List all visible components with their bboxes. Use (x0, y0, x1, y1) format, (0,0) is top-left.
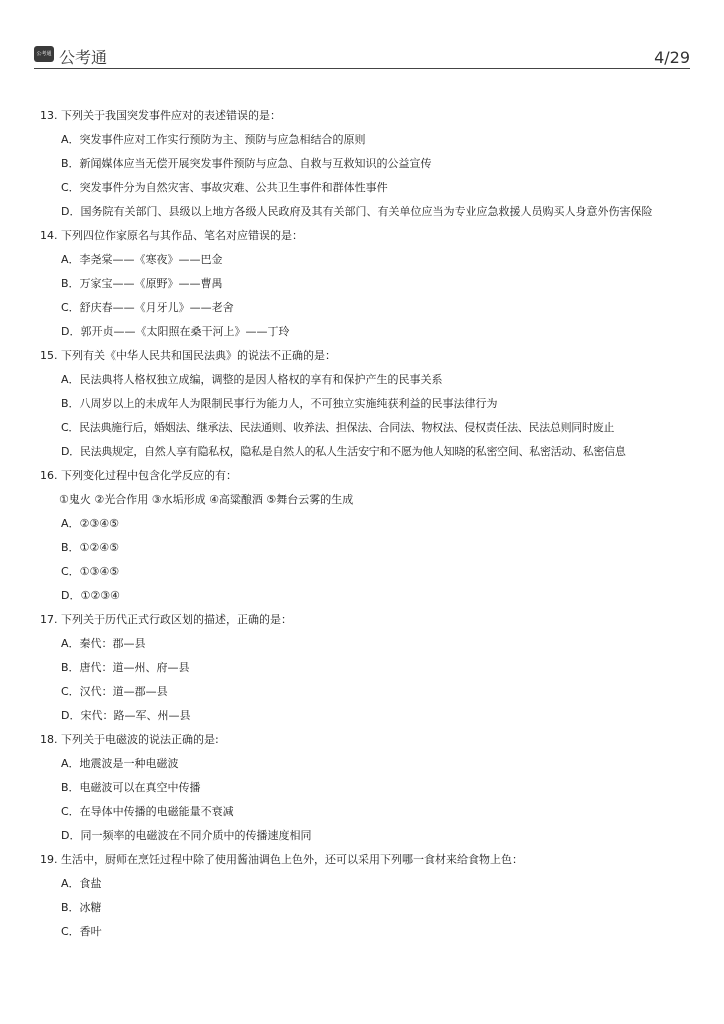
option: B．电磁波可以在真空中传播 (61, 781, 201, 794)
option: A．食盐 (61, 877, 102, 890)
option: A．民法典将人格权独立成编，调整的是因人格权的享有和保护产生的民事关系 (61, 373, 443, 386)
option: B．八周岁以上的未成年人为限制民事行为能力人，不可独立实施纯获利益的民事法律行为 (61, 397, 498, 410)
page-number: 4/29 (654, 48, 690, 67)
option: C．汉代：道—郡—县 (61, 685, 168, 698)
question-16 (40, 464, 700, 608)
option: C．①③④⑤ (61, 565, 120, 578)
option: D．郭开贞——《太阳照在桑干河上》——丁玲 (61, 325, 290, 338)
option: C．突发事件分为自然灾害、事故灾难、公共卫生事件和群体性事件 (61, 181, 388, 194)
option: B．冰糖 (61, 901, 102, 914)
option: C．香叶 (61, 925, 102, 938)
question-15 (40, 344, 700, 464)
header-divider (34, 68, 690, 69)
option: A．突发事件应对工作实行预防为主、预防与应急相结合的原则 (61, 133, 366, 146)
question-13 (40, 104, 700, 224)
option: B．万家宝——《原野》——曹禺 (61, 277, 223, 290)
question-title: 16. 下列变化过程中包含化学反应的有： (40, 469, 237, 482)
option: A．秦代：郡—县 (61, 637, 146, 650)
question-title: 18. 下列关于电磁波的说法正确的是: (40, 733, 219, 746)
option: C．民法典施行后，婚姻法、继承法、民法通则、收养法、担保法、合同法、物权法、侵权责任法、民法总则同时废止 (61, 421, 615, 434)
option-statements: ①鬼火 ②光合作用 ③水垢形成 ④高粱酿酒 ⑤舞台云雾的生成 (59, 493, 354, 506)
question-19 (40, 848, 700, 944)
question-title: 14. 下列四位作家原名与其作品、笔名对应错误的是： (40, 229, 303, 242)
option: A．地震波是一种电磁波 (61, 757, 179, 770)
option: B．新闻媒体应当无偿开展突发事件预防与应急、自救与互救知识的公益宣传 (61, 157, 432, 170)
page-header (34, 44, 690, 68)
option: D．①②③④ (61, 589, 120, 602)
question-17 (40, 608, 700, 728)
logo-text: 公考通 (59, 48, 108, 67)
question-18 (40, 728, 700, 848)
option: D．民法典规定，自然人享有隐私权，隐私是自然人的私人生活安宁和不愿为他人知晓的私密空间、私密活动、私密信息 (61, 445, 626, 458)
option: C．在导体中传播的电磁能量不衰减 (61, 805, 234, 818)
question-14 (40, 224, 700, 344)
option: A．②③④⑤ (61, 517, 119, 530)
question-title: 13. 下列关于我国突发事件应对的表述错误的是： (40, 109, 281, 122)
option: A．李尧棠——《寒夜》——巴金 (61, 253, 223, 266)
option: B．①②④⑤ (61, 541, 119, 554)
option: B．唐代：道—州、府—县 (61, 661, 190, 674)
logo-icon: 公考通 (34, 46, 54, 62)
option: D．宋代：路—军、州—县 (61, 709, 191, 722)
question-title: 17. 下列关于历代正式行政区划的描述，正确的是： (40, 613, 292, 626)
question-title: 19. 生活中，厨师在烹饪过程中除了使用酱油调色上色外，还可以采用下列哪一食材来给食物上色： (40, 853, 523, 866)
option: D．同一频率的电磁波在不同介质中的传播速度相同 (61, 829, 312, 842)
question-list (40, 104, 700, 944)
question-title: 15. 下列有关《中华人民共和国民法典》的说法不正确的是： (40, 349, 336, 362)
option: D．国务院有关部门、县级以上地方各级人民政府及其有关部门、有关单位应当为专业应急救援人员购买人身意外伤害保险 (61, 205, 653, 218)
option: C．舒庆春——《月牙儿》——老舍 (61, 301, 234, 314)
